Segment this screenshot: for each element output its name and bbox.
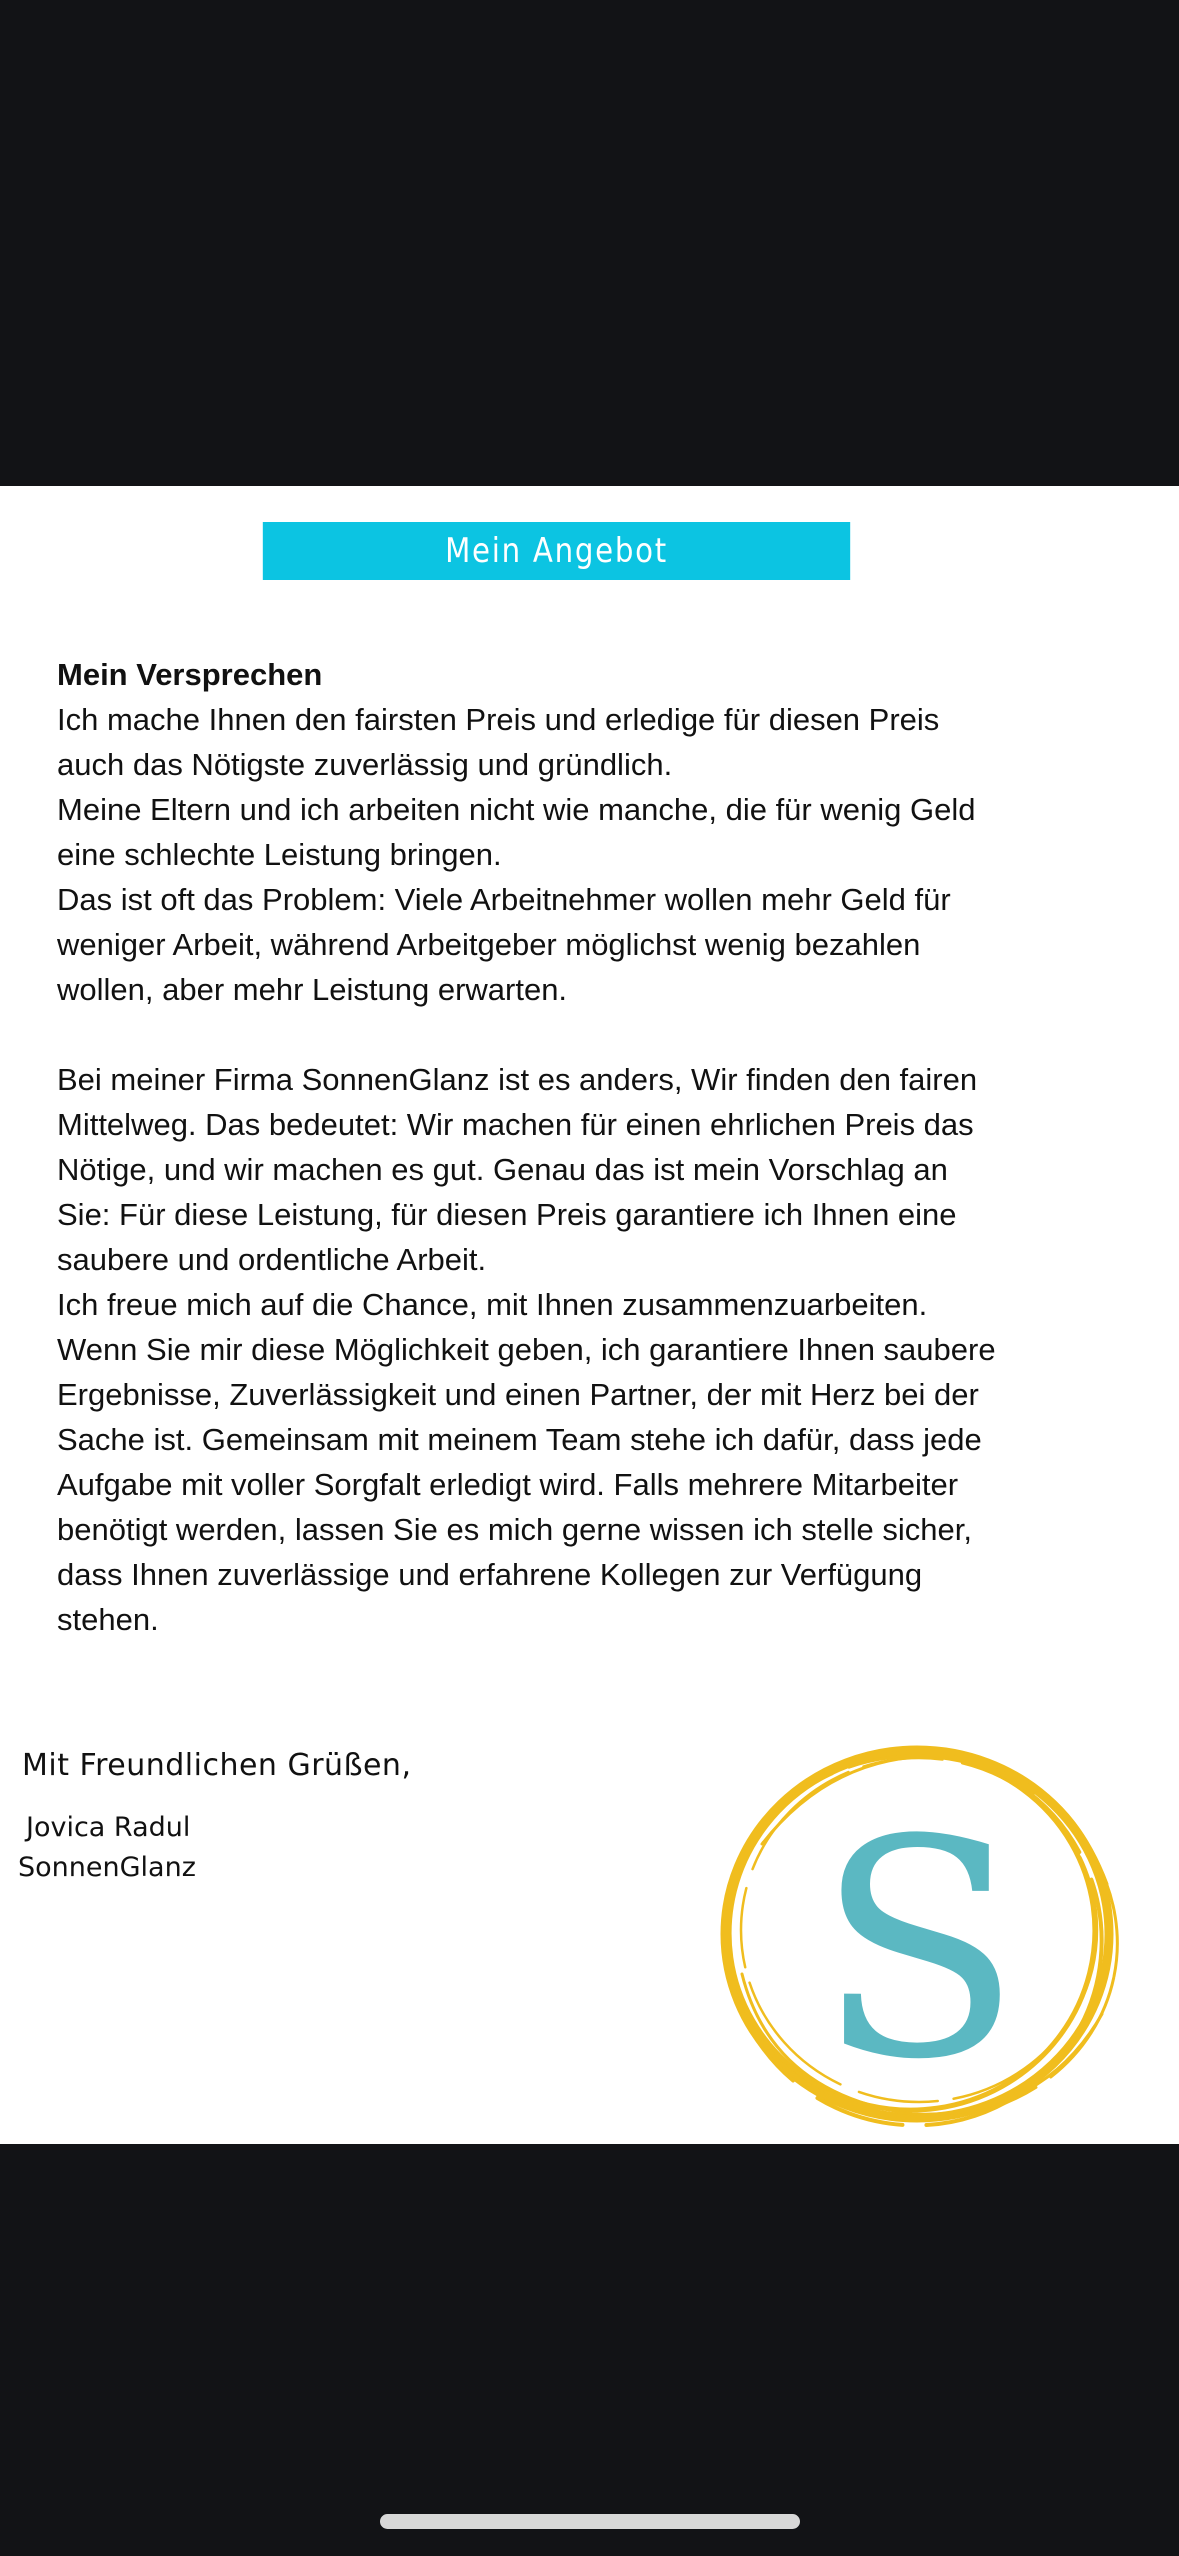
promise-heading: Mein Versprechen	[57, 657, 323, 692]
body-line: Aufgabe mit voller Sorgfalt erledigt wird. Falls mehrere Mitarbeiter	[57, 1467, 959, 1502]
body-line: Sache ist. Gemeinsam mit meinem Team stehe ich dafür, dass jede	[57, 1422, 982, 1457]
offer-banner-title: Mein Angebot	[263, 522, 850, 580]
logo-letter: S	[816, 1776, 1022, 2125]
body-line: Bei meiner Firma SonnenGlanz ist es anders, Wir finden den fairen	[57, 1062, 978, 1097]
body-line: stehen.	[57, 1602, 159, 1637]
body-line: Ergebnisse, Zuverlässigkeit und einen Partner, der mit Herz bei der	[57, 1377, 979, 1412]
body-line: dass Ihnen zuverlässige und erfahrene Kollegen zur Verfügung	[57, 1557, 923, 1592]
body-line: Meine Eltern und ich arbeiten nicht wie manche, die für wenig Geld	[57, 792, 976, 827]
body-line: eine schlechte Leistung bringen.	[57, 837, 502, 872]
paragraph-gap	[57, 1012, 1117, 1057]
body-line: Mittelweg. Das bedeutet: Wir machen für einen ehrlichen Preis das	[57, 1107, 974, 1142]
sonnenglanz-logo-icon	[712, 1734, 1122, 2134]
body-line: auch das Nötigste zuverlässig und gründlich.	[57, 747, 673, 782]
body-line: Nötige, und wir machen es gut. Genau das ist mein Vorschlag an	[57, 1152, 948, 1187]
letter-body	[57, 652, 1117, 1642]
body-line: benötigt werden, lassen Sie es mich gerne wissen ich stelle sicher,	[57, 1512, 972, 1547]
document-page	[0, 486, 1179, 2144]
company-name: SonnenGlanz	[18, 1852, 196, 1883]
signer-name: Jovica Radul	[26, 1812, 191, 1843]
body-line: Das ist oft das Problem: Viele Arbeitnehmer wollen mehr Geld für	[57, 882, 951, 917]
body-line: Sie: Für diese Leistung, für diesen Preis garantiere ich Ihnen eine	[57, 1197, 957, 1232]
body-line: Wenn Sie mir diese Möglichkeit geben, ich garantiere Ihnen saubere	[57, 1332, 996, 1367]
body-line: saubere und ordentliche Arbeit.	[57, 1242, 487, 1277]
body-line: Ich mache Ihnen den fairsten Preis und erledige für diesen Preis	[57, 702, 940, 737]
body-line: weniger Arbeit, während Arbeitgeber möglichst wenig bezahlen	[57, 927, 921, 962]
body-line: Ich freue mich auf die Chance, mit Ihnen zusammenzuarbeiten.	[57, 1287, 928, 1322]
closing-greeting: Mit Freundlichen Grüßen,	[22, 1748, 412, 1783]
home-indicator[interactable]	[380, 2514, 800, 2529]
body-line: wollen, aber mehr Leistung erwarten.	[57, 972, 568, 1007]
